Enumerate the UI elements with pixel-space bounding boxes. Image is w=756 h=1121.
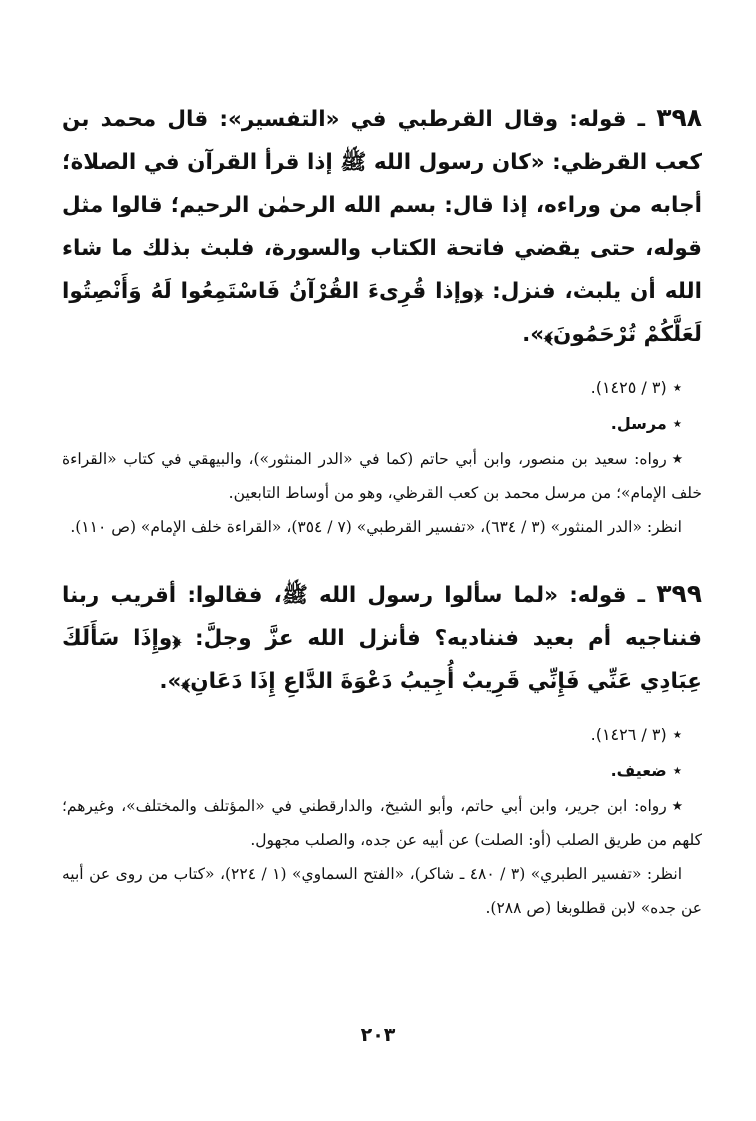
reference-text: (٣ / ١٤٢٥). <box>590 378 667 397</box>
page-number: ٢٠٣ <box>360 1024 396 1046</box>
bullet-icon: ٭ <box>672 761 682 781</box>
entry-399 <box>62 572 702 925</box>
entry-grade <box>62 406 682 442</box>
bullet-icon: ٭ <box>672 449 682 469</box>
grade-text: مرسل. <box>610 414 667 433</box>
bullet-icon: ٭ <box>672 796 682 816</box>
entry-sources: انظر: «تفسير الطبري» (٣ / ٤٨٠ ـ شاكر)، «الفتح السماوي» (١ / ٢٢٤)، «كتاب من روى عن أبيه عن جده» لابن قطلوبغا (ص ٢٨٨). <box>62 865 702 917</box>
book-page <box>62 96 702 925</box>
entry-main-text <box>62 572 702 703</box>
narration-text: رواه: ابن جرير، وابن أبي حاتم، وأبو الشيخ، والدارقطني في «المؤتلف والمختلف»، وغيرهم؛ كلهم من طريق الصلب (أو: الصلت) عن أبيه عن جده، والصلب مجهول. <box>62 797 702 849</box>
narration-text: رواه: سعيد بن منصور، وابن أبي حاتم (كما في «الدر المنثور»)، والبيهقي في كتاب «القراءة خلف الإمام»؛ من مرسل محمد بن كعب القرظي، وهو من أوساط التابعين. <box>62 450 702 502</box>
entry-reference <box>62 717 682 753</box>
entry-sources: انظر: «الدر المنثور» (٣ / ٦٣٤)، «تفسير القرطبي» (٧ / ٣٥٤)، «القراءة خلف الإمام» (ص ١١٠). <box>70 518 682 536</box>
bullet-icon: ٭ <box>672 414 682 434</box>
entry-narration <box>62 789 702 857</box>
entry-reference <box>62 370 682 406</box>
entry-grade <box>62 753 682 789</box>
grade-text: ضعيف. <box>610 761 667 780</box>
entry-398 <box>62 96 702 544</box>
bullet-icon: ٭ <box>672 725 682 745</box>
entry-number: ٣٩٨ <box>656 103 702 132</box>
entry-narration <box>62 442 702 510</box>
entry-main-text <box>62 96 702 356</box>
entry-text: ـ قوله: وقال القرطبي في «التفسير»: قال محمد بن كعب القرظي: «كان رسول الله ﷺ إذا قرأ القرآن في الصلاة؛ أجابه من وراءه، إذا قال: بسم الله الرحمٰن الرحيم؛ قالوا مثل قوله، حتى يقضي فاتحة الكتاب والسورة، فلبث بذلك ما شاء الله أن يلبث، فنزل: ﴿وإذا قُرِىءَ القُرْآنُ فَاسْتَمِعُوا لَهُ وَأَنْصِتُوا لَعَلَّكُمْ تُرْحَمُونَ﴾». <box>62 107 702 347</box>
reference-text: (٣ / ١٤٢٦). <box>590 725 667 744</box>
entry-number: ٣٩٩ <box>656 579 702 608</box>
entry-text: ـ قوله: «لما سألوا رسول الله ﷺ، فقالوا: أقريب ربنا فنناجيه أم بعيد فنناديه؟ فأنزل الله عزَّ وجلَّ: ﴿وإِذَا سَأَلَكَ عِبَادِي عَنِّي فَإِنِّي قَرِيبٌ أُجِيبُ دَعْوَةَ الدَّاعِ إِذَا دَعَانِ﴾». <box>62 583 702 694</box>
bullet-icon: ٭ <box>672 378 682 398</box>
